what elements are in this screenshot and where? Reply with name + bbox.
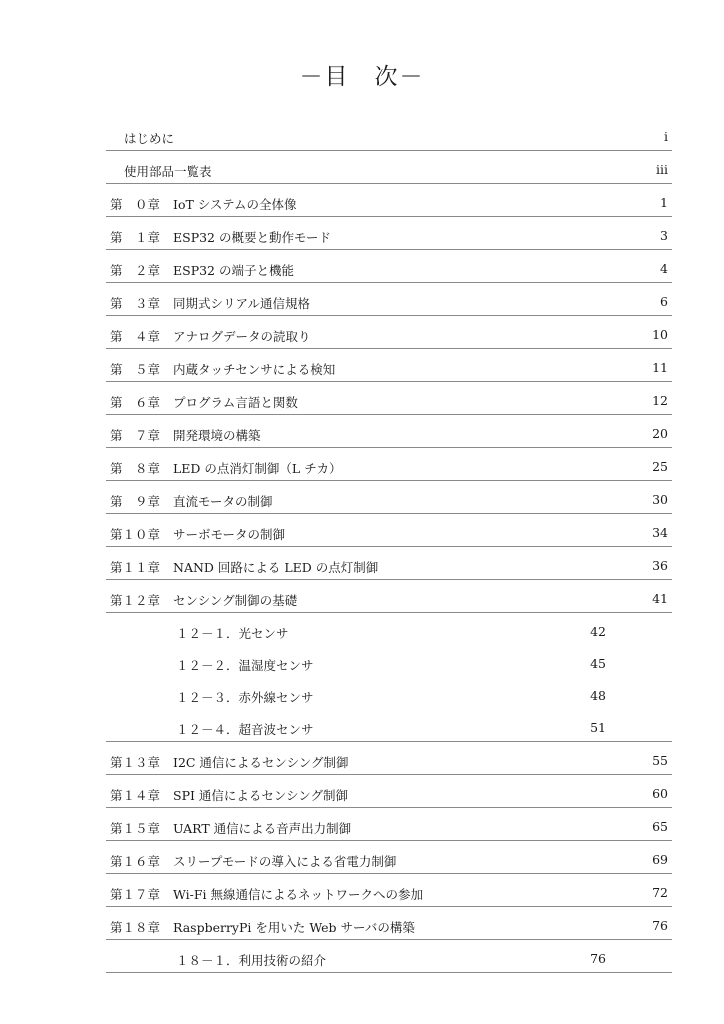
toc-entry bbox=[106, 645, 672, 677]
toc-entry bbox=[106, 481, 672, 514]
toc-entry bbox=[106, 709, 672, 742]
toc-page-number: 36 bbox=[652, 558, 668, 573]
toc-chapter-number: 第１５章 bbox=[110, 821, 161, 836]
toc-page-number: 42 bbox=[590, 624, 606, 639]
toc-chapter-number: 第１１章 bbox=[110, 560, 161, 575]
toc-chapter-number: 第１７章 bbox=[110, 887, 161, 902]
toc-entry bbox=[106, 316, 672, 349]
toc-page-number: i bbox=[664, 129, 668, 144]
toc-page-number: 76 bbox=[590, 951, 606, 966]
toc-entry-title: UART 通信による音声出力制御 bbox=[173, 821, 352, 836]
toc-entry bbox=[106, 217, 672, 250]
toc-page-number: 65 bbox=[652, 819, 668, 834]
toc-page-number: 4 bbox=[660, 261, 668, 276]
toc-entry bbox=[106, 808, 672, 841]
toc-entry-title: １２－４．超音波センサ bbox=[176, 722, 314, 737]
toc-entry-title: NAND 回路による LED の点灯制御 bbox=[173, 560, 379, 575]
toc-chapter-number: 第１４章 bbox=[110, 788, 161, 803]
toc-chapter-number: 第 ０章 bbox=[110, 197, 161, 212]
toc-entry bbox=[106, 514, 672, 547]
toc-entry bbox=[106, 349, 672, 382]
toc-entry-title: プログラム言語と関数 bbox=[173, 395, 298, 410]
toc-entry bbox=[106, 283, 672, 316]
toc-entry-title: ESP32 の端子と機能 bbox=[173, 263, 294, 278]
toc-entry bbox=[106, 841, 672, 874]
toc-entry-title: １２－３．赤外線センサ bbox=[176, 690, 314, 705]
toc-page-number: 25 bbox=[652, 459, 668, 474]
table-of-contents bbox=[106, 118, 672, 973]
toc-chapter-number: 第１８章 bbox=[110, 920, 161, 935]
toc-entry bbox=[106, 677, 672, 709]
toc-page-number: 6 bbox=[660, 294, 668, 309]
toc-chapter-number: 第１６章 bbox=[110, 854, 161, 869]
toc-entry bbox=[106, 547, 672, 580]
toc-entry-title: RaspberryPi を用いた Web サーバの構築 bbox=[173, 920, 415, 935]
toc-page-number: 48 bbox=[590, 688, 606, 703]
toc-page-number: 30 bbox=[652, 492, 668, 507]
toc-chapter-number: 第１０章 bbox=[110, 527, 161, 542]
toc-page-number: 20 bbox=[652, 426, 668, 441]
toc-entry-title: LED の点消灯制御（L チカ） bbox=[173, 461, 342, 476]
toc-entry bbox=[106, 151, 672, 184]
toc-entry-title: スリープモードの導入による省電力制御 bbox=[173, 854, 397, 869]
toc-chapter-number: 第 １章 bbox=[110, 230, 161, 245]
toc-page-number: 3 bbox=[660, 228, 668, 243]
toc-page-number: 12 bbox=[652, 393, 668, 408]
toc-entry-title: Wi-Fi 無線通信によるネットワークへの参加 bbox=[173, 887, 423, 902]
toc-page-number: iii bbox=[656, 162, 668, 177]
toc-entry bbox=[106, 940, 672, 973]
toc-page-number: 51 bbox=[590, 720, 606, 735]
toc-entry bbox=[106, 874, 672, 907]
toc-chapter-number: 第１２章 bbox=[110, 593, 161, 608]
toc-entry bbox=[106, 415, 672, 448]
toc-entry bbox=[106, 118, 672, 151]
toc-chapter-number: 第 ８章 bbox=[110, 461, 161, 476]
toc-entry-title: SPI 通信によるセンシング制御 bbox=[173, 788, 349, 803]
toc-chapter-number: 第１３章 bbox=[110, 755, 161, 770]
toc-entry-title: I2C 通信によるセンシング制御 bbox=[173, 755, 349, 770]
toc-entry-title: 使用部品一覧表 bbox=[124, 164, 212, 179]
toc-entry bbox=[106, 250, 672, 283]
toc-chapter-number: 第 ９章 bbox=[110, 494, 161, 509]
toc-entry-title: 開発環境の構築 bbox=[173, 428, 261, 443]
toc-chapter-number: 第 ２章 bbox=[110, 263, 161, 278]
toc-chapter-number: 第 ３章 bbox=[110, 296, 161, 311]
toc-entry-title: アナログデータの読取り bbox=[173, 329, 311, 344]
toc-page-number: 34 bbox=[652, 525, 668, 540]
toc-entry-title: ESP32 の概要と動作モード bbox=[173, 230, 331, 245]
toc-entry-title: はじめに bbox=[124, 131, 175, 146]
toc-page-number: 45 bbox=[590, 656, 606, 671]
toc-entry bbox=[106, 580, 672, 613]
toc-entry-title: IoT システムの全体像 bbox=[173, 197, 297, 212]
toc-page-number: 41 bbox=[652, 591, 668, 606]
toc-page-number: 69 bbox=[652, 852, 668, 867]
toc-entry-title: 同期式シリアル通信規格 bbox=[173, 296, 311, 311]
toc-chapter-number: 第 ５章 bbox=[110, 362, 161, 377]
toc-entry-title: 内蔵タッチセンサによる検知 bbox=[173, 362, 336, 377]
toc-entry bbox=[106, 742, 672, 775]
toc-entry-title: センシング制御の基礎 bbox=[173, 593, 298, 608]
toc-page-number: 1 bbox=[660, 195, 668, 210]
toc-entry bbox=[106, 613, 672, 645]
toc-chapter-number: 第 ７章 bbox=[110, 428, 161, 443]
toc-page-number: 72 bbox=[652, 885, 668, 900]
toc-entry-title: １２－２．温湿度センサ bbox=[176, 658, 314, 673]
toc-page-number: 55 bbox=[652, 753, 668, 768]
toc-entry bbox=[106, 382, 672, 415]
toc-entry-title: 直流モータの制御 bbox=[173, 494, 273, 509]
toc-entry bbox=[106, 448, 672, 481]
toc-chapter-number: 第 ６章 bbox=[110, 395, 161, 410]
toc-entry-title: サーボモータの制御 bbox=[173, 527, 286, 542]
toc-chapter-number: 第 ４章 bbox=[110, 329, 161, 344]
toc-entry-title: １２－１．光センサ bbox=[176, 626, 289, 641]
toc-page-number: 10 bbox=[652, 327, 668, 342]
toc-page-number: 60 bbox=[652, 786, 668, 801]
toc-entry-title: １８－１．利用技術の紹介 bbox=[176, 953, 327, 968]
toc-entry bbox=[106, 775, 672, 808]
page-title: －目 次－ bbox=[299, 64, 425, 90]
toc-page-number: 76 bbox=[652, 918, 668, 933]
toc-entry bbox=[106, 907, 672, 940]
toc-page-number: 11 bbox=[652, 360, 668, 375]
toc-entry bbox=[106, 184, 672, 217]
